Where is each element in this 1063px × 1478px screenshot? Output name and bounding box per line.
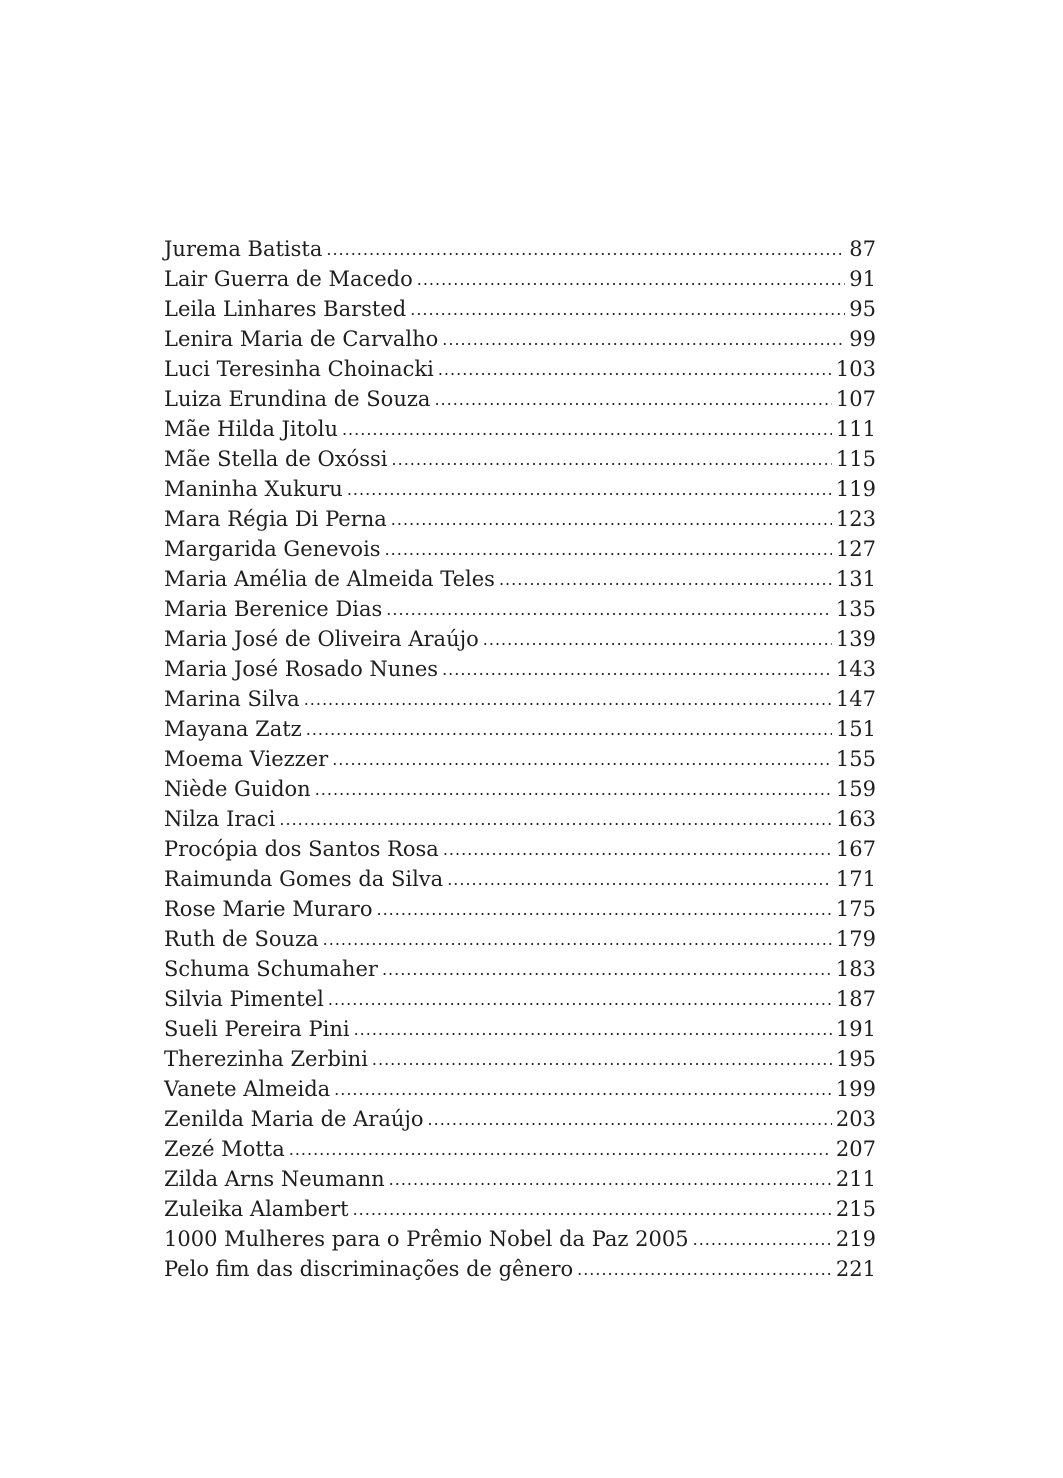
toc-entry-title: Marina Silva <box>164 687 300 711</box>
toc-entry-page: 179 <box>835 927 876 951</box>
toc-entry[interactable] <box>164 714 876 744</box>
toc-entry-title: Nilza Iraci <box>164 807 276 831</box>
toc-entry-title: Maria Amélia de Almeida Teles <box>164 567 495 591</box>
dot-leader <box>392 445 832 475</box>
toc-entry-title: Zilda Arns Neumann <box>164 1167 385 1191</box>
dot-leader <box>443 835 832 865</box>
toc-entry-title: Leila Linhares Barsted <box>164 297 407 321</box>
toc-entry-title: Niède Guidon <box>164 777 311 801</box>
toc-entry-page: 91 <box>849 267 876 291</box>
dot-leader <box>353 1195 832 1225</box>
toc-entry-title: Pelo fim das discriminações de gênero <box>164 1257 574 1281</box>
toc-entry[interactable] <box>164 1044 876 1074</box>
toc-entry-title: Silvia Pimentel <box>164 987 324 1011</box>
toc-entry-title: Rose Marie Muraro <box>164 897 373 921</box>
toc-entry-title: Mara Régia Di Perna <box>164 507 387 531</box>
dot-leader <box>386 595 832 625</box>
toc-entry[interactable] <box>164 1074 876 1104</box>
toc-entry[interactable] <box>164 924 876 954</box>
dot-leader <box>304 685 832 715</box>
toc-entry-page: 163 <box>835 807 876 831</box>
toc-entry-page: 167 <box>835 837 876 861</box>
toc-entry-title: Raimunda Gomes da Silva <box>164 867 444 891</box>
toc-entry-title: Vanete Almeida <box>164 1077 331 1101</box>
dot-leader <box>577 1255 832 1285</box>
toc-entry-page: 139 <box>835 627 876 651</box>
toc-entry-title: Zenilda Maria de Araújo <box>164 1107 424 1131</box>
dot-leader <box>332 745 832 775</box>
toc-entry-page: 183 <box>835 957 876 981</box>
toc-entry-page: 175 <box>835 897 876 921</box>
dot-leader <box>279 805 832 835</box>
dot-leader <box>499 565 832 595</box>
toc-entry-title: Zuleika Alambert <box>164 1197 349 1221</box>
toc-entry[interactable] <box>164 894 876 924</box>
toc-entry-title: Maria José de Oliveira Araújo <box>164 627 479 651</box>
toc-entry-page: 107 <box>835 387 876 411</box>
toc-entry-page: 199 <box>835 1077 876 1101</box>
toc-entry-title: Therezinha Zerbini <box>164 1047 368 1071</box>
toc-entry-page: 207 <box>835 1137 876 1161</box>
toc-entry[interactable] <box>164 324 876 354</box>
toc-entry-page: 171 <box>835 867 876 891</box>
dot-leader <box>447 865 832 895</box>
toc-entry-page: 115 <box>835 447 876 471</box>
toc-entry-page: 127 <box>835 537 876 561</box>
toc-entry[interactable] <box>164 1254 876 1284</box>
dot-leader <box>438 355 832 385</box>
toc-entry-page: 99 <box>849 327 876 351</box>
dot-leader <box>315 775 832 805</box>
toc-entry-title: Procópia dos Santos Rosa <box>164 837 439 861</box>
toc-entry[interactable] <box>164 984 876 1014</box>
toc-entry[interactable] <box>164 1014 876 1044</box>
toc-entry-page: 221 <box>835 1257 876 1281</box>
toc-entry[interactable] <box>164 234 876 264</box>
toc-entry-page: 219 <box>835 1227 876 1251</box>
toc-entry-page: 151 <box>835 717 876 741</box>
toc-entry-title: Lair Guerra de Macedo <box>164 267 413 291</box>
toc-entry-page: 143 <box>835 657 876 681</box>
toc-entry-page: 131 <box>835 567 876 591</box>
toc-entry-page: 103 <box>835 357 876 381</box>
toc-entry-title: Zezé Motta <box>164 1137 285 1161</box>
toc-entry-page: 211 <box>835 1167 876 1191</box>
toc-entry-page: 123 <box>835 507 876 531</box>
dot-leader <box>306 715 832 745</box>
toc-entry[interactable] <box>164 354 876 384</box>
dot-leader <box>376 895 831 925</box>
toc-entry[interactable] <box>164 954 876 984</box>
toc-entry-title: Mãe Stella de Oxóssi <box>164 447 388 471</box>
toc-entry-title: Schuma Schumaher <box>164 957 378 981</box>
toc-entry-page: 119 <box>835 477 876 501</box>
toc-entry-title: Margarida Genevois <box>164 537 381 561</box>
toc-entry[interactable] <box>164 774 876 804</box>
toc-entry[interactable] <box>164 534 876 564</box>
dot-leader <box>385 535 832 565</box>
toc-entry[interactable] <box>164 504 876 534</box>
toc-entry-title: Luiza Erundina de Souza <box>164 387 431 411</box>
toc-entry[interactable] <box>164 624 876 654</box>
toc-entry-title: Maninha Xukuru <box>164 477 343 501</box>
toc-entry[interactable] <box>164 594 876 624</box>
toc-entry-page: 187 <box>835 987 876 1011</box>
table-of-contents <box>164 234 876 1284</box>
toc-entry-page: 155 <box>835 747 876 771</box>
toc-entry-page: 95 <box>849 297 876 321</box>
dot-leader <box>442 325 845 355</box>
dot-leader <box>289 1135 832 1165</box>
toc-entry-page: 203 <box>835 1107 876 1131</box>
toc-entry[interactable] <box>164 1134 876 1164</box>
dot-leader <box>334 1075 832 1105</box>
toc-entry[interactable] <box>164 1194 876 1224</box>
toc-entry-page: 111 <box>835 417 876 441</box>
dot-leader <box>391 505 832 535</box>
dot-leader <box>372 1045 832 1075</box>
toc-entry-page: 135 <box>835 597 876 621</box>
dot-leader <box>410 295 845 325</box>
toc-entry[interactable] <box>164 804 876 834</box>
toc-entry[interactable] <box>164 264 876 294</box>
toc-entry[interactable] <box>164 564 876 594</box>
toc-entry-title: Lenira Maria de Carvalho <box>164 327 439 351</box>
toc-entry-page: 87 <box>849 237 876 261</box>
dot-leader <box>382 955 832 985</box>
toc-entry-title: Maria José Rosado Nunes <box>164 657 439 681</box>
toc-entry-title: Mayana Zatz <box>164 717 302 741</box>
dot-leader <box>434 385 831 415</box>
toc-entry[interactable] <box>164 684 876 714</box>
dot-leader <box>347 475 832 505</box>
dot-leader <box>323 925 832 955</box>
toc-entry[interactable] <box>164 444 876 474</box>
toc-entry-title: Luci Teresinha Choinacki <box>164 357 434 381</box>
toc-entry-page: 195 <box>835 1047 876 1071</box>
toc-entry[interactable] <box>164 1224 876 1254</box>
dot-leader <box>693 1225 832 1255</box>
dot-leader <box>483 625 832 655</box>
toc-entry[interactable] <box>164 1104 876 1134</box>
toc-entry[interactable] <box>164 834 876 864</box>
toc-entry[interactable] <box>164 474 876 504</box>
toc-entry-page: 191 <box>835 1017 876 1041</box>
toc-entry-page: 147 <box>835 687 876 711</box>
dot-leader <box>417 265 846 295</box>
dot-leader <box>326 235 845 265</box>
toc-entry-title: Ruth de Souza <box>164 927 319 951</box>
dot-leader <box>389 1165 832 1195</box>
toc-entry[interactable] <box>164 294 876 324</box>
toc-entry-title: Mãe Hilda Jitolu <box>164 417 338 441</box>
toc-entry[interactable] <box>164 1164 876 1194</box>
dot-leader <box>328 985 832 1015</box>
toc-entry[interactable] <box>164 384 876 414</box>
dot-leader <box>354 1015 832 1045</box>
toc-entry[interactable] <box>164 654 876 684</box>
toc-entry-title: Sueli Pereira Pini <box>164 1017 350 1041</box>
toc-entry-page: 159 <box>835 777 876 801</box>
toc-entry[interactable] <box>164 744 876 774</box>
dot-leader <box>428 1105 832 1135</box>
toc-entry-title: Jurema Batista <box>164 237 323 261</box>
toc-entry[interactable] <box>164 864 876 894</box>
dot-leader <box>442 655 832 685</box>
toc-entry-title: Maria Berenice Dias <box>164 597 383 621</box>
dot-leader <box>342 415 832 445</box>
toc-entry-title: Moema Viezzer <box>164 747 329 771</box>
toc-entry-title: 1000 Mulheres para o Prêmio Nobel da Paz 2005 <box>164 1227 689 1251</box>
toc-entry-page: 215 <box>835 1197 876 1221</box>
toc-entry[interactable] <box>164 414 876 444</box>
